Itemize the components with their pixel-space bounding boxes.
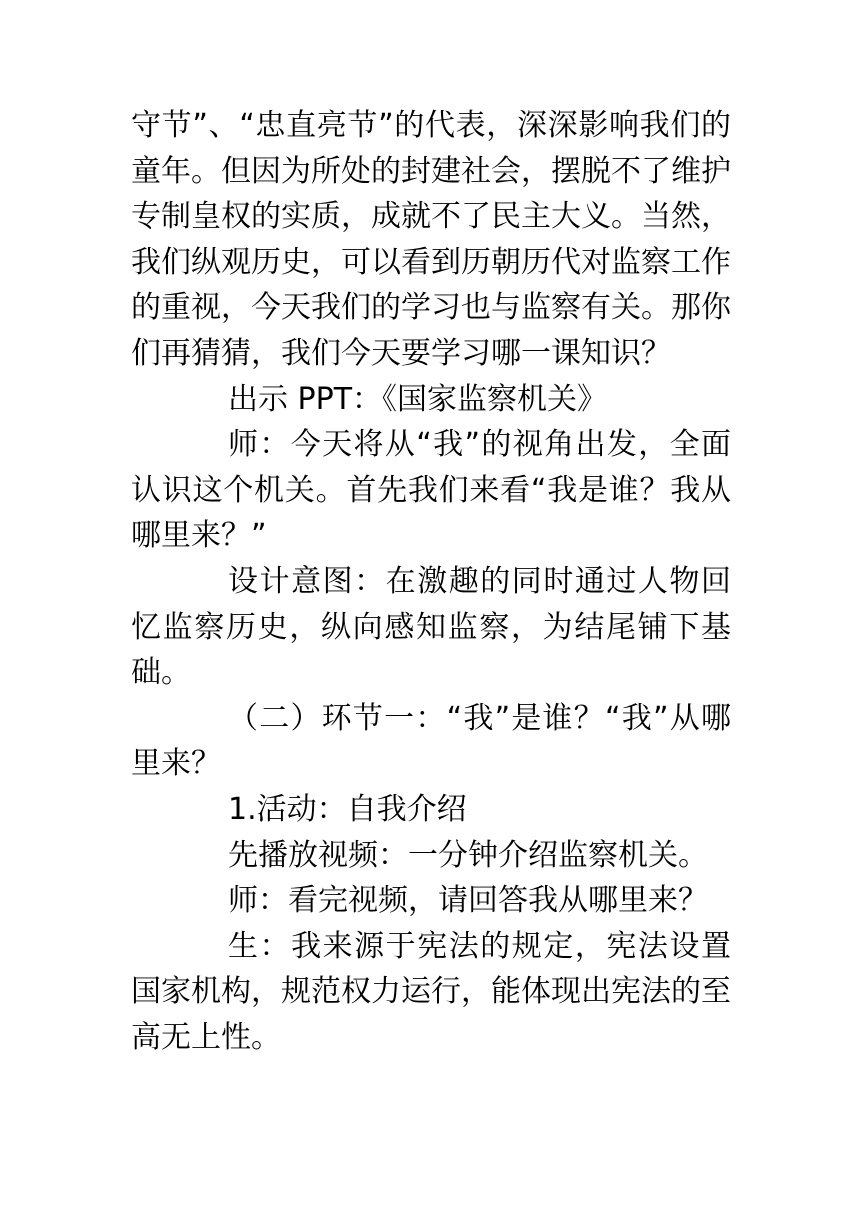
paragraph-video: 先播放视频：一分钟介绍监察机关。: [228, 837, 708, 873]
section-heading: （二）环节一：“我”是谁？“我”从哪里来？: [131, 700, 731, 782]
activity-heading: 1.活动：自我介绍: [228, 791, 467, 827]
paragraph-continuation: 守节”、“忠直亮节”的代表，深深影响我们的童年。但因为所处的封建社会，摆脱不了维护专制皇权的实质，成就不了民主大义。当然，我们纵观历史，可以看到历朝历代对监察工作的重视，今天我们的学习也与监察有关。那你们再猜猜，我们今天要学习哪一课知识？: [131, 108, 731, 371]
paragraph-student-answer: 生：我来源于宪法的规定，宪法设置国家机构，规范权力运行，能体现出宪法的至高无上性。: [131, 928, 731, 1055]
paragraph-design-intent: 设计意图：在激趣的同时通过人物回忆监察历史，纵向感知监察，为结尾铺下基础。: [131, 563, 731, 691]
paragraph-teacher-question: 师：看完视频，请回答我从哪里来？: [228, 883, 708, 919]
document-body: [131, 103, 731, 1060]
paragraph-teacher-intro: 师：今天将从“我”的视角出发，全面认识这个机关。首先我们来看“我是谁？我从哪里来？”: [131, 427, 731, 554]
paragraph-ppt: 出示 PPT：《国家监察机关》: [228, 381, 608, 417]
